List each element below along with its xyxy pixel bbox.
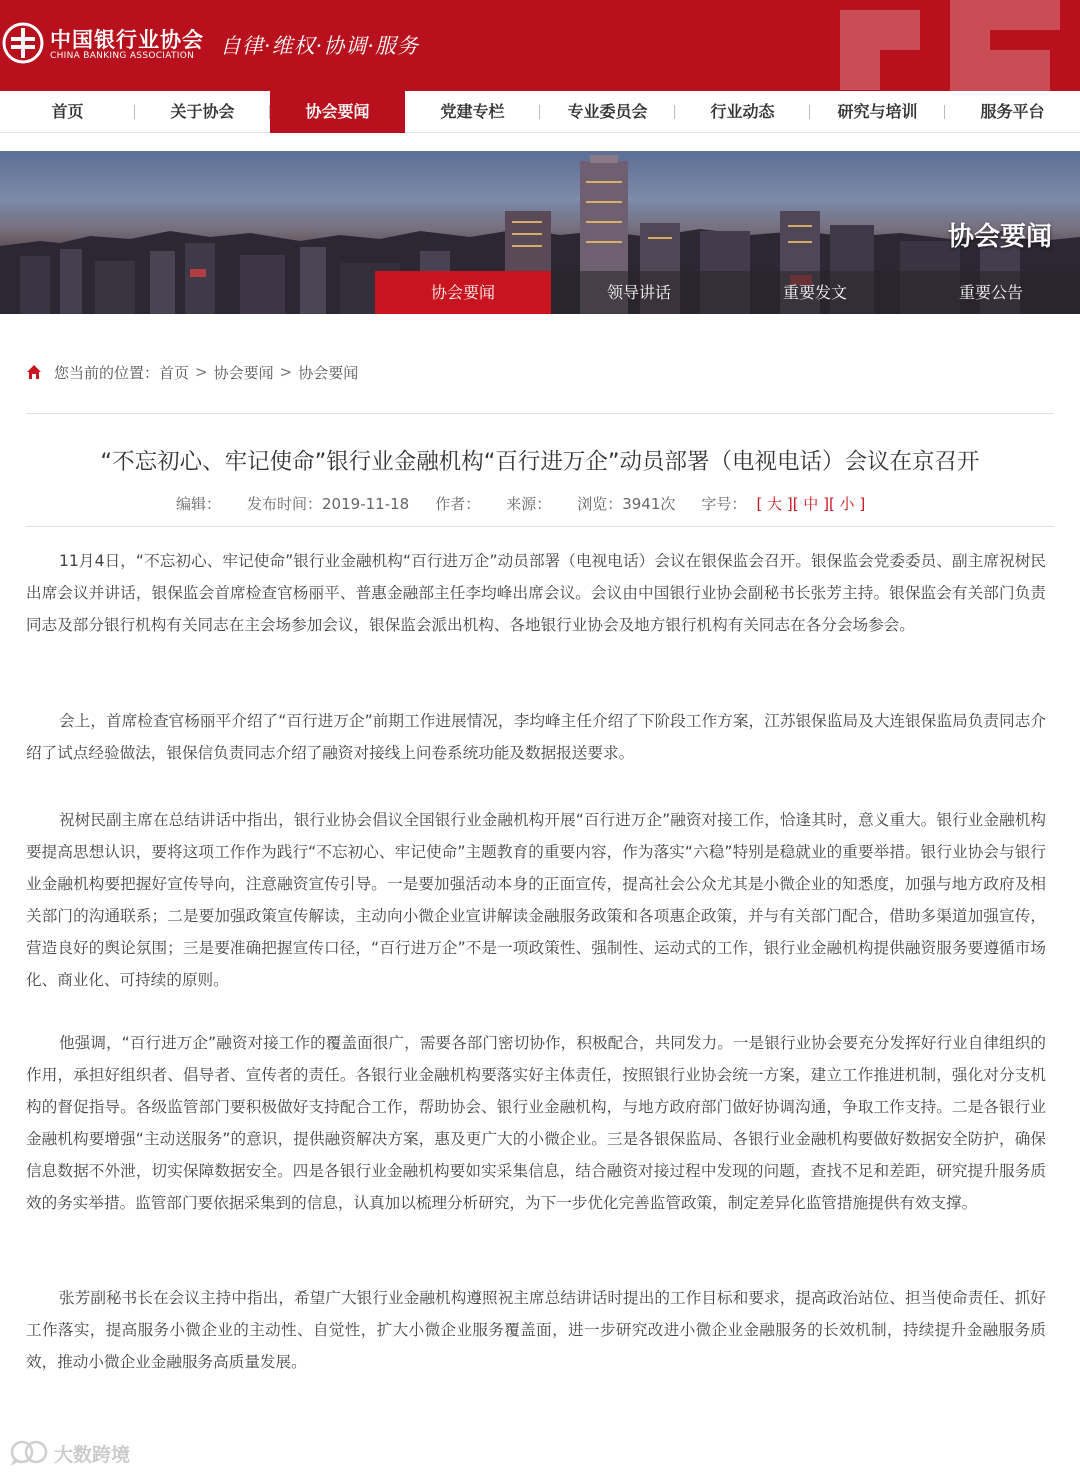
header-slogan: 自律·维权·协调·服务 — [220, 34, 420, 58]
breadcrumb — [26, 360, 358, 384]
breadcrumb-current-link[interactable]: 协会要闻 — [298, 363, 359, 382]
breadcrumb-prefix: 您当前的位置： — [54, 363, 160, 382]
meta-author: 作者： — [435, 494, 481, 513]
watermark-text: 大数跨境 — [54, 1443, 131, 1466]
subnav-item-news[interactable]: 协会要闻 — [375, 271, 551, 314]
breadcrumb-separator: > — [195, 363, 208, 381]
article-paragraph: 祝树民副主席在总结讲话中指出，银行业协会倡议全国银行业金融机构开展“百行进万企”融资对接工作，恰逢其时，意义重大。银行业金融机构要提高思想认识，要将这项工作作为践行“不忘初心、牢记使命”主题教育的重要内容，作为落实“六稳”特别是稳就业的重要举措。银行业协会与银行业金融机构要把握好宣传导向，注意融资宣传引导。一是要加强活动本身的正面宣传，提高社会公众尤其是小微企业的知悉度，加强与地方政府及相关部门的沟通联系；二是要加强政策宣传解读，主动向小微企业宣讲解读金融服务政策和各项惠企政策，并与有关部门配合，借助多渠道加强宣传，营造良好的舆论氛围；三是要准确把握宣传口径，“百行进万企”不是一项政策性、强制性、运动式的工作，银行业金融机构提供融资服务要遵循市场化、商业化、可持续的原则。 — [26, 811, 1046, 989]
chat-bubble-icon — [8, 1439, 50, 1467]
logo-english-name: CHINA BANKING ASSOCIATION — [50, 51, 195, 61]
meta-source: 来源： — [506, 494, 552, 513]
divider — [26, 526, 1054, 527]
logo-chinese-name[interactable]: 中国银行业协会 — [50, 28, 204, 52]
home-icon — [26, 364, 42, 380]
breadcrumb-home-link[interactable]: 首页 — [159, 363, 190, 382]
nav-item-news[interactable]: 协会要闻 — [270, 91, 405, 133]
font-size-controls — [756, 493, 865, 514]
breadcrumb-separator: > — [279, 363, 293, 381]
article-paragraph: 会上，首席检查官杨丽平介绍了“百行进万企”前期工作进展情况，李均峰主任介绍了下阶段工作方案，江苏银保监局及大连银保监局负责同志介绍了试点经验做法，银保信负责同志介绍了融资对接线上问卷系统功能及数据报送要求。 — [26, 712, 1046, 762]
article-meta — [176, 492, 865, 514]
main-nav — [0, 91, 1080, 133]
breadcrumb-news-link[interactable]: 协会要闻 — [213, 363, 274, 382]
article-title: “不忘初心、牢记使命”银行业金融机构“百行进万企”动员部署（电视电话）会议在京召开 — [100, 449, 980, 475]
nav-item-research[interactable]: 研究与培训 — [810, 91, 945, 133]
meta-published: 发布时间：2019-11-18 — [247, 494, 410, 513]
nav-item-industry[interactable]: 行业动态 — [675, 91, 810, 133]
font-size-large-button[interactable]: [ 大 ] — [756, 494, 793, 513]
watermark — [8, 1438, 130, 1468]
banner-title: 协会要闻 — [947, 222, 1052, 252]
divider — [26, 413, 1054, 414]
article-paragraph: 张芳副秘书长在会议主持中指出，希望广大银行业金融机构遵照祝主席总结讲话时提出的工作目标和要求，提高政治站位、担当使命责任、抓好工作落实，提高服务小微企业的主动性、自觉性，扩大小微企业服务覆盖面，进一步研究改进小微企业金融服务的长效机制，持续提升金融服务质效，推动小微企业金融服务高质量发展。 — [26, 1289, 1046, 1371]
subnav-item-announcements[interactable]: 重要公告 — [958, 283, 1023, 302]
meta-views: 浏览：3941次 — [577, 494, 676, 513]
nav-item-services[interactable]: 服务平台 — [980, 102, 1045, 121]
nav-item-about[interactable]: 关于协会 — [135, 91, 270, 133]
decorative-pattern-icon — [800, 0, 1080, 91]
meta-font-label: 字号： — [701, 494, 747, 513]
meta-editor: 编辑： — [176, 494, 222, 513]
font-size-medium-button[interactable]: [ 中 ] — [792, 494, 829, 513]
association-logo-icon[interactable] — [2, 22, 44, 64]
font-size-small-button[interactable]: [ 小 ] — [828, 494, 866, 513]
nav-item-committees[interactable]: 专业委员会 — [540, 91, 675, 133]
site-header — [0, 0, 1080, 91]
sub-nav — [375, 271, 1080, 314]
article-paragraph: 11月4日，“不忘初心、牢记使命”银行业金融机构“百行进万企”动员部署（电视电话）会议在银保监会召开。银保监会党委委员、副主席祝树民出席会议并讲话，银保监会首席检查官杨丽平、普惠金融部主任李均峰出席会议。会议由中国银行业协会副秘书长张芳主持。银保监会有关部门负责同志及部分银行机构有关同志在主会场参加会议，银保监会派出机构、各地银行业协会及地方银行机构有关同志在各分会场参会。 — [26, 552, 1046, 634]
subnav-item-speeches[interactable]: 领导讲话 — [606, 283, 671, 302]
article-paragraph: 他强调，“百行进万企”融资对接工作的覆盖面很广，需要各部门密切协作，积极配合，共同发力。一是银行业协会要充分发挥好行业自律组织的作用，承担好组织者、倡导者、宣传者的责任。各银行业金融机构要落实好主体责任，按照银行业协会统一方案，建立工作推进机制，强化对分支机构的督促指导。各级监管部门要积极做好支持配合工作，帮助协会、银行业金融机构，与地方政府部门做好协调沟通，争取工作支持。二是各银行业金融机构要增强“主动送服务”的意识，提供融资解决方案，惠及更广大的小微企业。三是各银保监局、各银行业金融机构要做好数据安全防护，确保信息数据不外泄，切实保障数据安全。四是各银行业金融机构要如实采集信息，结合融资对接过程中发现的问题，查找不足和差距，研究提升服务质效的务实举措。监管部门要依据采集到的信息，认真加以梳理分析研究，为下一步优化完善监管政策，制定差异化监管措施提供有效支撑。 — [26, 1034, 1046, 1212]
subnav-item-documents[interactable]: 重要发文 — [782, 283, 847, 302]
nav-item-home[interactable]: 首页 — [0, 91, 135, 133]
nav-item-party[interactable]: 党建专栏 — [405, 91, 540, 133]
